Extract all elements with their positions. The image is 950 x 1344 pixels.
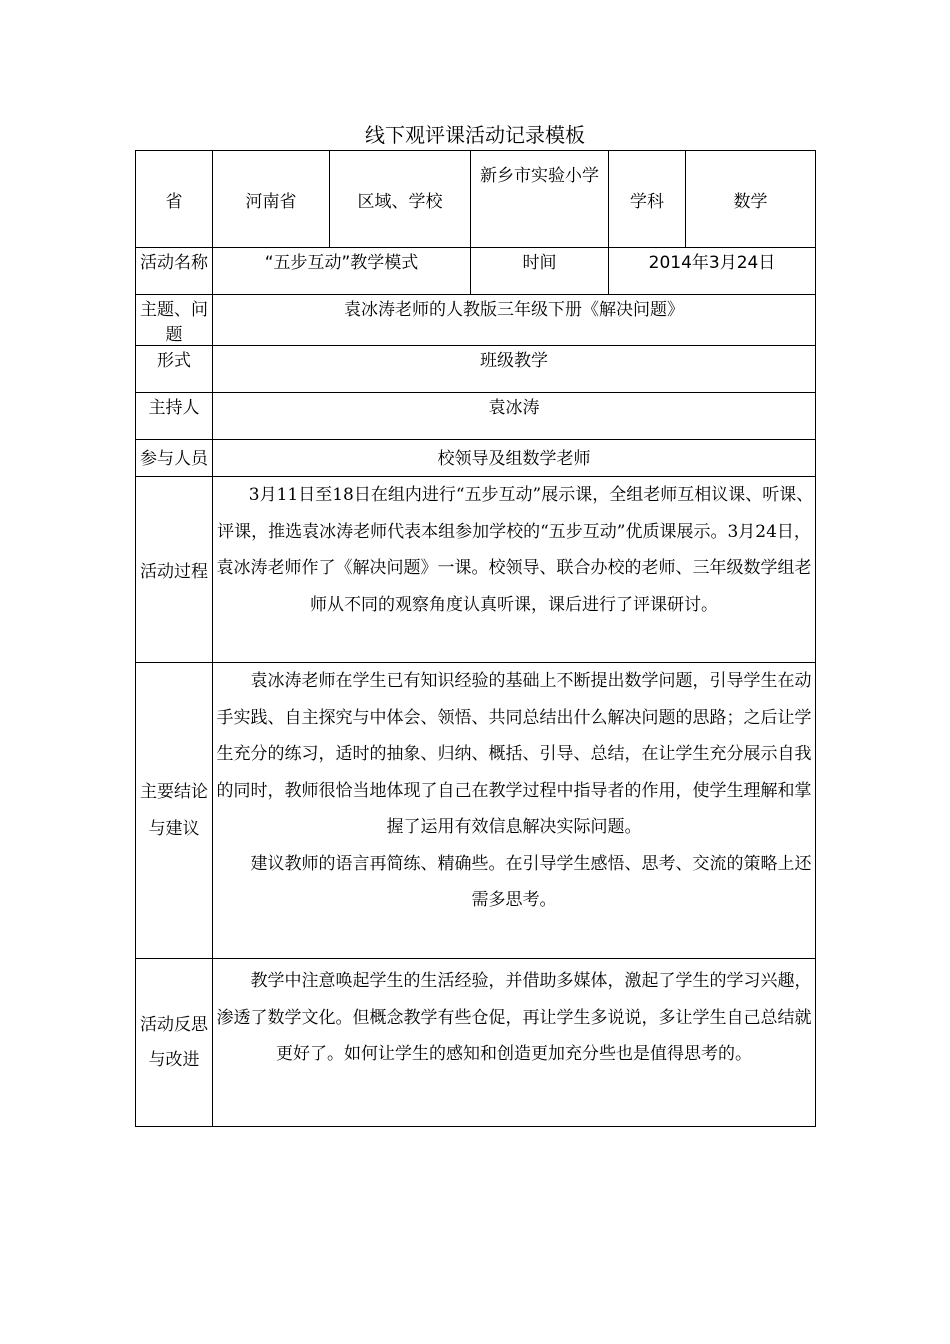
- conclusion-label-line2: 与建议: [148, 818, 200, 839]
- host-value: 袁冰涛: [213, 393, 816, 440]
- table-row: [136, 151, 816, 248]
- participants-label: 参与人员: [136, 440, 213, 477]
- table-row: [136, 663, 816, 959]
- reflection-paragraph: 教学中注意唤起学生的生活经验，并借助多媒体，激起了学生的学习兴趣，渗透了数学文化。但概念教学有些仓促，再让学生多说说，多让学生自己总结就更好了。如何让学生的感知和创造更加充分些也是值得思考的。: [216, 971, 812, 1064]
- form-label: 形式: [136, 346, 213, 393]
- reflection-label: [136, 959, 213, 1127]
- activity-name-value: “五步互动”教学模式: [213, 248, 471, 295]
- table-row: [136, 295, 816, 346]
- conclusion-label: [136, 663, 213, 959]
- conclusion-paragraph-2: 建议教师的语言再简练、精确些。在引导学生感悟、思考、交流的策略上还需多思考。: [250, 853, 812, 910]
- table-row: [136, 440, 816, 477]
- conclusion-text: [213, 663, 816, 959]
- document-title: 线下观评课活动记录模板: [365, 123, 585, 147]
- process-paragraph: 3月11日至18日在组内进行“五步互动”展示课，全组老师互相议课、听课、评课，推选袁冰涛老师代表本组参加学校的“五步互动”优质课展示。3月24日，袁冰涛老师作了《解决问题》一课。校领导、联合办校的老师、三年级数学组老师从不同的观察角度认真听课，课后进行了评课研讨。: [216, 485, 814, 615]
- host-label: 主持人: [136, 393, 213, 440]
- reflection-label-line2: 与改进: [148, 1049, 200, 1070]
- conclusion-label-line1: 主要结论: [140, 781, 208, 802]
- province-value: 河南省: [213, 151, 330, 248]
- participants-value: 校领导及组数学老师: [213, 440, 816, 477]
- reflection-label-line1: 活动反思: [140, 1014, 208, 1035]
- record-table: [135, 150, 816, 1127]
- topic-value: 袁冰涛老师的人教版三年级下册《解决问题》: [213, 295, 816, 346]
- conclusion-paragraph-1: 袁冰涛老师在学生已有知识经验的基础上不断提出数学问题，引导学生在动手实践、自主探究与中体会、领悟、共同总结出什么解决问题的思路；之后让学生充分的练习，适时的抽象、归纳、概括、引导、总结，在让学生充分展示自我的同时，教师很恰当地体现了自己在教学过程中指导者的作用，使学生理解和掌握了运用有效信息解决实际问题。: [216, 671, 812, 837]
- table-row: [136, 959, 816, 1127]
- form-value: 班级教学: [213, 346, 816, 393]
- province-label: 省: [136, 151, 213, 248]
- process-text: [213, 477, 816, 663]
- school-label: 区域、学校: [330, 151, 471, 248]
- school-value: 新乡市实验小学: [471, 151, 609, 248]
- table-row: [136, 346, 816, 393]
- process-label: 活动过程: [136, 477, 213, 663]
- table-row: [136, 477, 816, 663]
- time-value: 2014年3月24日: [609, 248, 816, 295]
- reflection-text: [213, 959, 816, 1127]
- activity-name-label: 活动名称: [136, 248, 213, 295]
- time-label: 时间: [471, 248, 609, 295]
- topic-label: 主题、问题: [136, 295, 213, 346]
- table-row: [136, 248, 816, 295]
- subject-label: 学科: [609, 151, 686, 248]
- table-row: [136, 393, 816, 440]
- subject-value: 数学: [686, 151, 816, 248]
